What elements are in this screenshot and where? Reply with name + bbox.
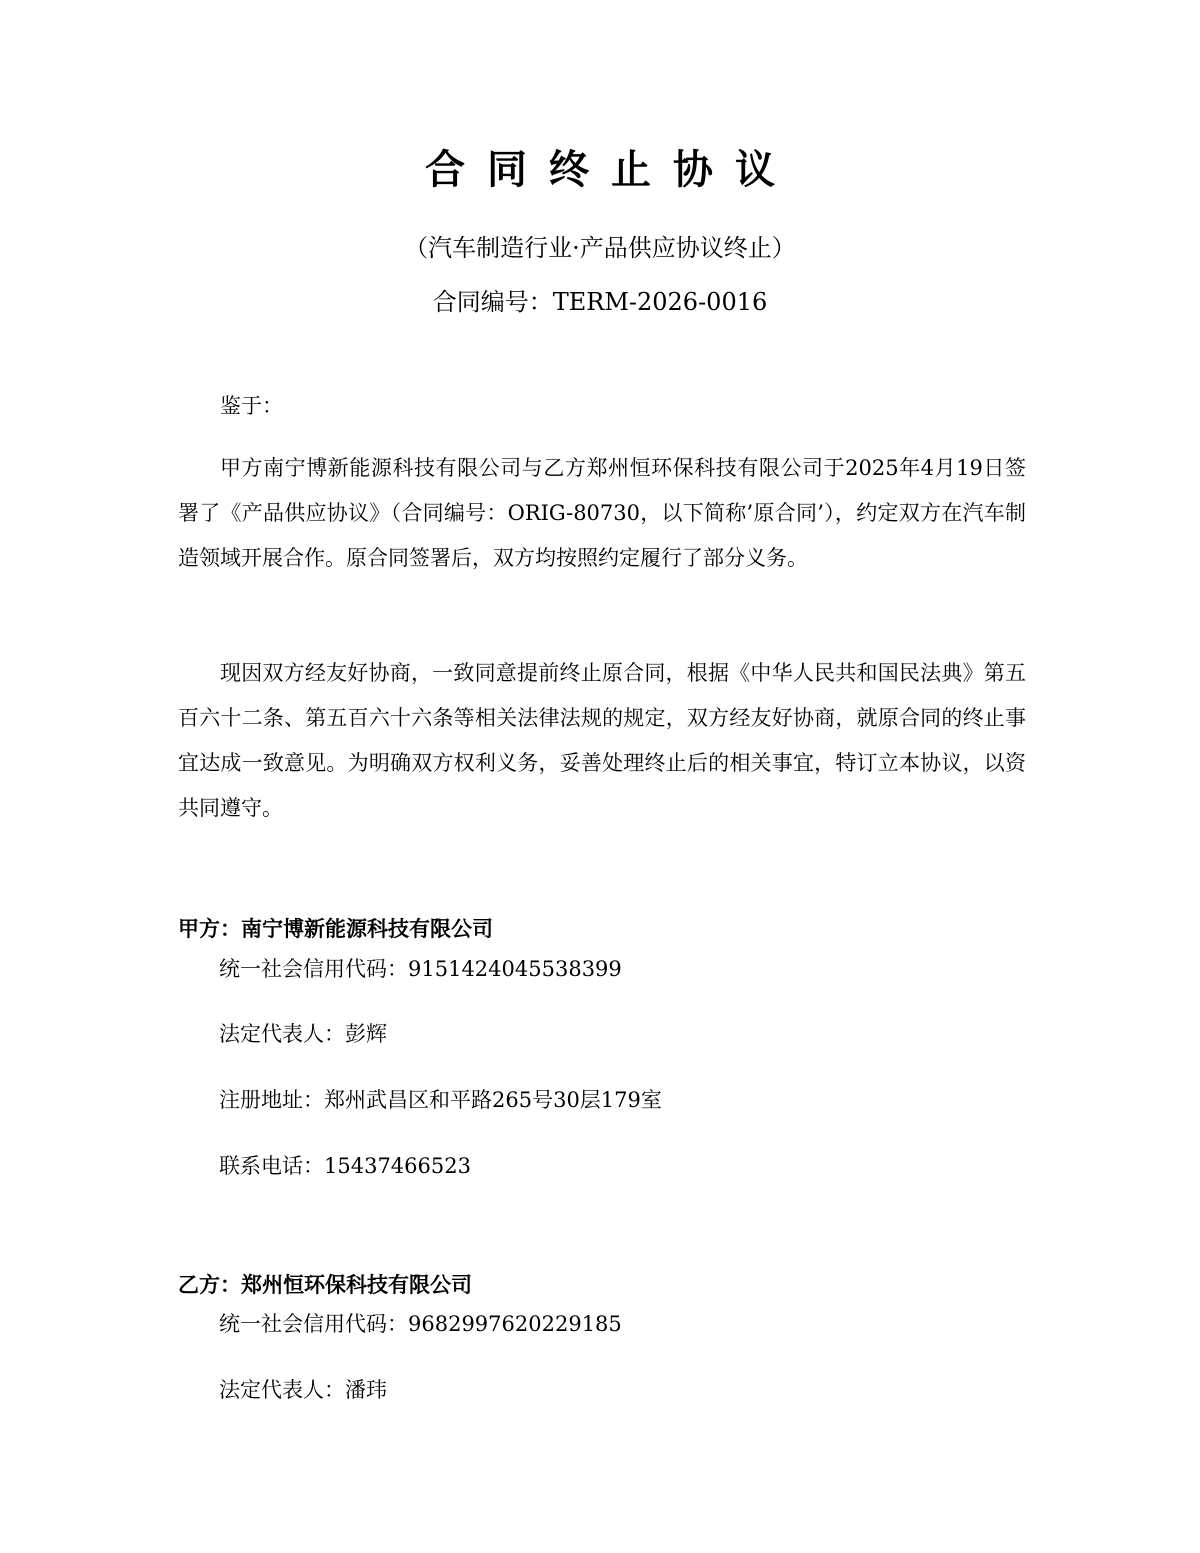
party-a-address: 注册地址：郑州武昌区和平路265号30层179室 <box>219 1088 662 1112</box>
recital-paragraph-2: 现因双方经友好协商，一致同意提前终止原合同，根据《中华人民共和国民法典》第五百六十二条、第五百六十六条等相关法律法规的规定，双方经友好协商，就原合同的终止事宜达成一致意见。为明确双方权利义务，妥善处理终止后的相关事宜，特订立本协议，以资共同遵守。 <box>178 661 1026 820</box>
party-a-phone: 联系电话：15437466523 <box>219 1154 471 1178</box>
document-title: 合同终止协议 <box>425 147 797 193</box>
party-a-legal-rep: 法定代表人：彭辉 <box>219 1022 387 1046</box>
party-b-legal-rep: 法定代表人：潘玮 <box>219 1378 387 1402</box>
contract-number: 合同编号：TERM-2026-0016 <box>432 288 768 316</box>
document-subtitle: （汽车制造行业·产品供应协议终止） <box>404 234 796 262</box>
party-b-heading: 乙方：郑州恒环保科技有限公司 <box>178 1273 472 1297</box>
recital-paragraph-1: 甲方南宁博新能源科技有限公司与乙方郑州恒环保科技有限公司于2025年4月19日签署了《产品供应协议》（合同编号：ORIG-80730，以下简称’原合同’），约定双方在汽车制造领域开展合作。原合同签署后，双方均按照约定履行了部分义务。 <box>178 456 1026 570</box>
party-a-heading: 甲方：南宁博新能源科技有限公司 <box>178 917 493 941</box>
party-b-credit-code: 统一社会信用代码：9682997620229185 <box>219 1312 622 1336</box>
whereas-heading: 鉴于： <box>220 394 283 418</box>
party-a-credit-code: 统一社会信用代码：9151424045538399 <box>219 957 622 981</box>
